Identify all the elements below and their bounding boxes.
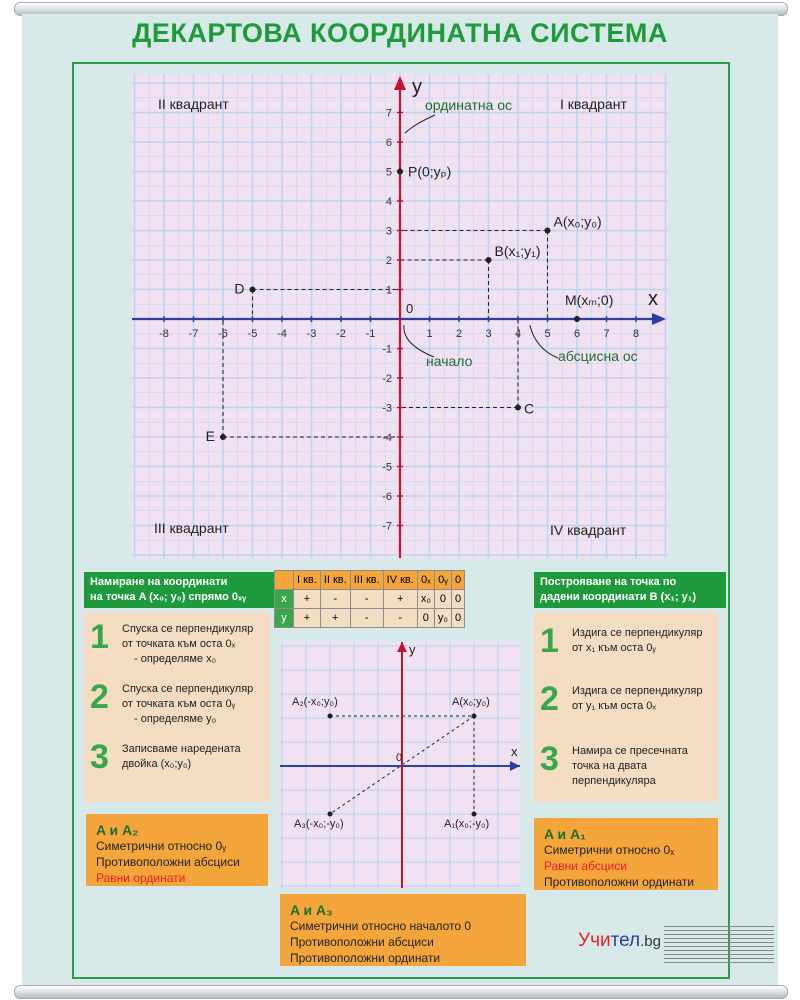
small-x-axis-name: x (511, 744, 518, 759)
right-heading-line-2: дадени координати B (x₁; y₁) (540, 591, 696, 603)
point-label-d: D (234, 280, 245, 297)
table-cell: x₀ (417, 590, 434, 609)
x-tick-label: 3 (485, 328, 492, 340)
step-line: - определяме y₀ (134, 713, 217, 725)
note-line: Противоположни абсциси (290, 935, 434, 949)
step-text (572, 684, 702, 714)
x-tick-label: 2 (455, 328, 463, 340)
step-line: Издига се перпендикуляр (572, 627, 703, 639)
table-cell: - (383, 609, 417, 628)
x-tick-label: -6 (218, 328, 228, 340)
ordinate-axis-callout: ординатна ос (425, 97, 513, 113)
step-line: двойка (x₀;y₀) (122, 758, 192, 770)
table-cell: - (320, 590, 350, 609)
note-a-a2 (86, 814, 268, 886)
table-cell: - (350, 609, 383, 628)
y-tick-label: 3 (385, 225, 392, 238)
y-tick-label: 6 (385, 137, 392, 149)
left-heading-line-2: на точка A (x₀; y₀) спрямо 0ₓᵧ (90, 591, 247, 603)
point-label-b: B(x₁;y₁) (494, 243, 541, 259)
y-tick-label: 1 (385, 284, 392, 297)
point-c (515, 405, 521, 411)
x-tick-label: 7 (603, 328, 610, 340)
label-a: A(x₀;y₀) (452, 696, 490, 708)
step-text (572, 744, 688, 789)
quadrant-3-label: III квадрант (154, 520, 229, 536)
y-axis-name: y (412, 76, 422, 98)
step-line: точка на двата (572, 760, 648, 772)
table-cell: + (383, 590, 417, 609)
y-tick-label: -3 (382, 402, 392, 415)
sign-table-row-y (275, 609, 465, 628)
note-a-a1 (534, 818, 718, 890)
note-heading: A и A₁ (544, 826, 586, 842)
step-line: Записваме наредената (122, 743, 241, 755)
point-a2 (328, 714, 333, 719)
table-cell: 0 (434, 590, 451, 609)
y-tick-label: -5 (382, 461, 392, 474)
step-number: 3 (90, 738, 109, 776)
table-cell: x (275, 590, 294, 609)
table-cell: III кв. (350, 571, 383, 590)
table-cell: - (350, 590, 383, 609)
left-heading-line-1: Намиране на координати (90, 576, 228, 588)
y-tick-label: -6 (382, 491, 392, 503)
step-number: 1 (540, 622, 559, 660)
logo-part: Учи (578, 930, 611, 951)
logo-part: тел (610, 930, 641, 951)
note-a-a3 (280, 894, 526, 966)
table-cell (275, 571, 294, 590)
table-cell: II кв. (320, 571, 350, 590)
table-cell: y₀ (434, 609, 451, 628)
note-line: Симетрични относно началото 0 (290, 919, 472, 933)
table-cell: IV кв. (383, 571, 417, 590)
step-line: от x₁ към оста 0ᵧ (572, 642, 656, 654)
logo-part: .bg (640, 933, 661, 950)
y-tick-label: 4 (385, 196, 392, 208)
point-a1 (472, 812, 477, 817)
x-tick-label: -1 (365, 328, 376, 340)
step-line: - определяме x₀ (134, 653, 217, 665)
step-line: Спуска се перпендикуляр (122, 623, 254, 635)
x-tick-label: -5 (247, 328, 258, 340)
table-cell: 0 (451, 609, 464, 628)
point-a (472, 714, 477, 719)
y-tick-label: -2 (382, 373, 392, 385)
point-b (486, 257, 492, 263)
label-a2: A₂(-x₀;y₀) (292, 696, 338, 708)
label-a1: A₁(x₀;-y₀) (444, 818, 490, 830)
sign-table-row-x (275, 590, 465, 609)
y-tick-label: 7 (385, 107, 392, 120)
step-line: перпендикуляра (572, 775, 656, 787)
step-line: Намира се пресечната (572, 745, 688, 757)
x-tick-label: -3 (306, 328, 317, 340)
table-cell: + (294, 609, 321, 628)
step-number: 2 (540, 680, 559, 718)
label-a3: A₃(-x₀;-y₀) (294, 818, 344, 830)
quadrant-1-label: I квадрант (560, 96, 627, 112)
origin-label: 0 (406, 301, 414, 316)
x-tick-label: -7 (188, 328, 199, 340)
step-line: от y₁ към оста 0ₓ (572, 700, 656, 712)
table-cell: + (294, 590, 321, 609)
note-line: Симетрични относно 0ₓ (544, 843, 675, 857)
point-label-a: A(x₀;y₀) (553, 213, 602, 230)
table-cell: 0 (417, 609, 434, 628)
note-line: Противоположни ординати (290, 951, 441, 965)
table-cell: 0ᵧ (434, 571, 451, 590)
y-tick-label: -4 (382, 432, 392, 444)
small-origin-label: 0 (396, 752, 403, 764)
abscissa-axis-callout: абсцисна ос (558, 348, 638, 364)
quadrant-2-label: II квадрант (158, 96, 229, 112)
y-tick-label: -7 (382, 520, 392, 533)
x-tick-label: 1 (426, 328, 433, 340)
note-heading: A и A₃ (290, 902, 333, 918)
small-y-axis-name: y (409, 642, 416, 657)
quadrant-4-label: IV квадрант (550, 522, 627, 538)
table-cell: y (275, 609, 294, 628)
step-text (122, 622, 253, 667)
step-text (572, 626, 702, 656)
step-line: от точката към оста 0ₓ (122, 638, 236, 650)
x-tick-label: -8 (159, 328, 169, 340)
step-number: 3 (540, 740, 559, 778)
note-line: Равни абсциси (544, 859, 628, 873)
point-m (574, 316, 580, 322)
symmetry-graph (280, 642, 520, 888)
table-cell: I кв. (294, 571, 321, 590)
point-label-m: M(xₘ;0) (565, 292, 614, 308)
table-cell: + (320, 609, 350, 628)
y-tick-label: -1 (382, 343, 392, 356)
y-tick-label: 5 (385, 166, 392, 179)
point-label-e: E (205, 428, 215, 444)
point-label-p: P(0;yₚ) (408, 163, 452, 180)
left-box-heading (84, 572, 276, 608)
point-p (397, 169, 403, 175)
step-text (122, 682, 253, 727)
table-cell: 0 (451, 571, 464, 590)
note-line: Противоположни абсциси (96, 855, 240, 869)
right-heading-line-1: Построяване на точка по (540, 576, 677, 588)
step-line: Спуска се перпендикуляр (122, 683, 254, 695)
main-coordinate-graph (132, 74, 668, 558)
x-tick-label: 8 (632, 328, 640, 340)
publisher-logo (578, 930, 661, 952)
point-e (220, 434, 226, 440)
quadrant-sign-table (274, 570, 465, 628)
y-tick-label: 2 (385, 255, 392, 267)
publisher-fine-print (664, 926, 774, 966)
point-label-c: C (524, 400, 535, 417)
step-line: Издига се перпендикуляр (572, 685, 703, 697)
sign-table-header (275, 571, 465, 590)
note-line: Симетрични относно 0ᵧ (96, 839, 227, 853)
point-d (250, 287, 256, 293)
table-cell: 0 (451, 590, 464, 609)
poster-title: ДЕКАРТОВА КООРДИНАТНА СИСТЕМА (132, 18, 668, 48)
x-tick-label: -4 (277, 328, 287, 340)
step-line: от точката към оста 0ᵧ (122, 698, 236, 710)
bottom-hanger-rod (14, 985, 788, 999)
note-line: Противоположни ординати (544, 875, 695, 889)
x-tick-label: -2 (336, 328, 346, 340)
note-line: Равни ординати (96, 871, 186, 885)
step-number: 2 (90, 678, 109, 716)
x-tick-label: 4 (514, 328, 522, 340)
note-heading: A и A₂ (96, 822, 139, 838)
x-tick-label: 5 (544, 328, 551, 340)
point-a3 (328, 812, 333, 817)
table-cell: 0ₓ (417, 571, 434, 590)
step-text (122, 742, 241, 772)
point-a (545, 228, 551, 234)
origin-callout: начало (426, 353, 473, 369)
x-axis-name: x (648, 288, 658, 310)
x-tick-label: 6 (573, 328, 581, 340)
step-number: 1 (90, 618, 109, 656)
right-box-heading (534, 572, 726, 608)
